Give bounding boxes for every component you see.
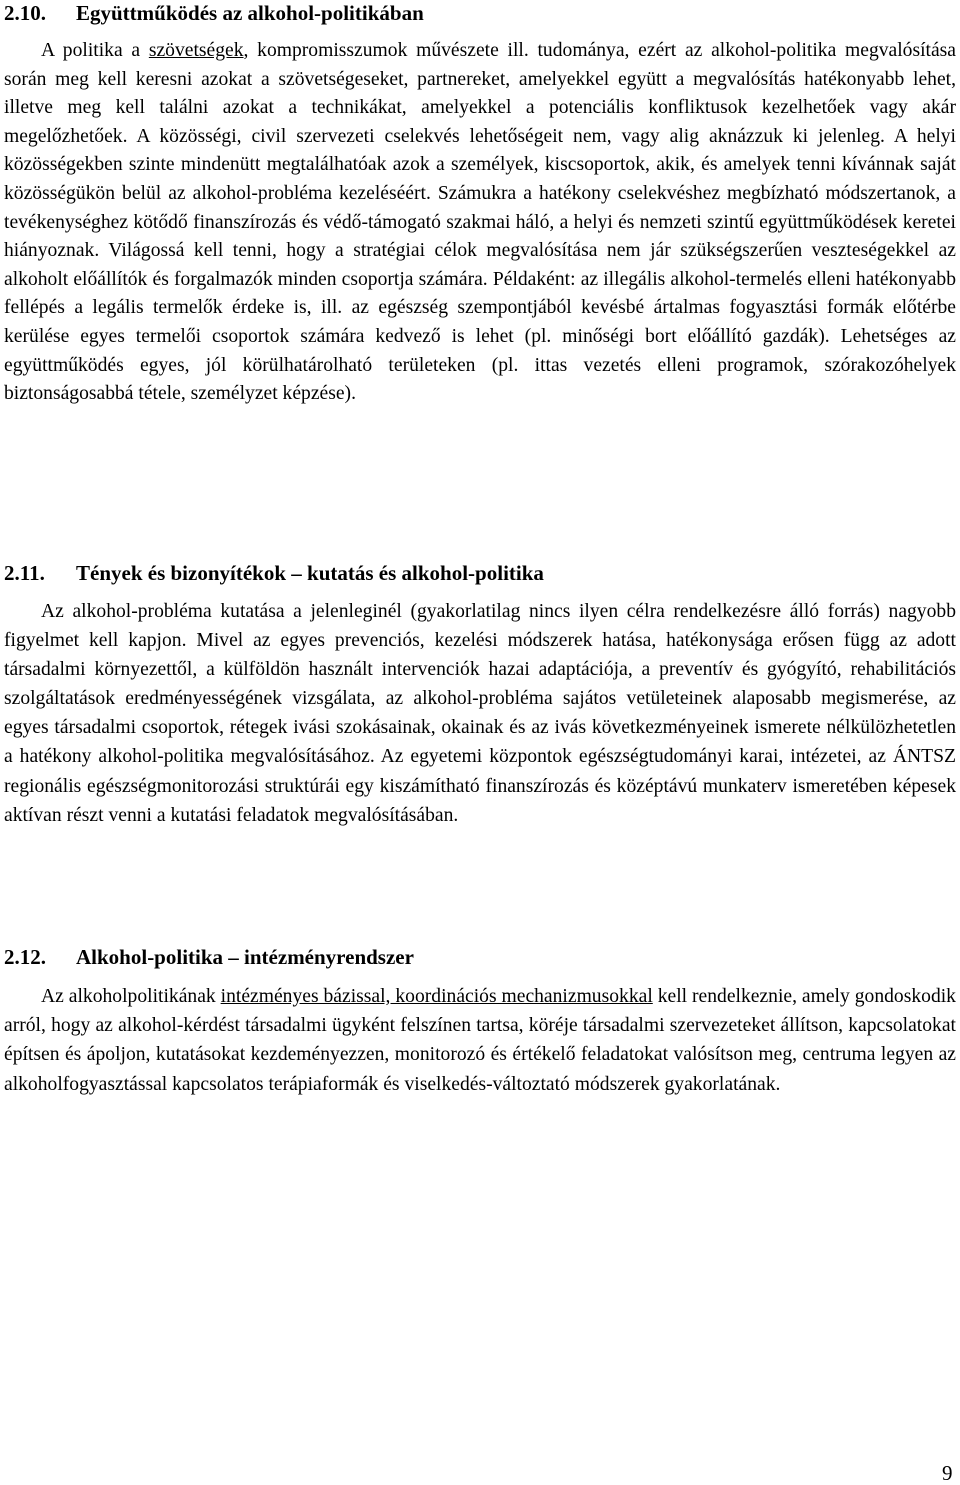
section-number: 2.11. <box>4 561 45 585</box>
paragraph-text: A politika a <box>41 40 149 61</box>
paragraph-text: Az alkohol-probléma kutatása a jelenleginél (gyakorlatilag nincs ilyen célra rendelkezésre álló forrás) nagyobb figyelmet kell kapjon. Mivel az egyes prevenciós, kezelési módszerek hatása, hatékonysága erősen függ az adott társadalmi környezettől, a külföldön használt intervenciók hazai adaptációja, a preventív és gyógyító, rehabilitációs szolgáltatások eredményességének vizsgálata, az alkohol-probléma sajátos vetületeinek alaposabb megismerése, az egyes társadalmi csoportok, rétegek ivási szokásainak, okainak és az ivás következményeinek ismerete nélkülözhetetlen a hatékony alkohol-politika megvalósításához. Az egyetemi központok egészségtudományi karai, intézetei, az ÁNTSZ regionális egészségmonitorozási struktúrái egy kiszámítható finanszírozás és középtávú munkaterv ismeretében képesek aktívan részt venni a kutatási feladatok megvalósításában. <box>4 601 956 826</box>
section-paragraph-2-12 <box>4 982 956 1099</box>
section-heading-2-12 <box>4 944 414 970</box>
section-title: Tények és bizonyítékok – kutatás és alkohol-politika <box>76 561 544 585</box>
section-title: Alkohol-politika – intézményrendszer <box>76 945 414 969</box>
page-number: 9 <box>942 1461 953 1485</box>
section-title: Együttműködés az alkohol-politikában <box>76 1 424 25</box>
section-number: 2.12. <box>4 945 46 969</box>
underlined-term: szövetségek <box>148 40 244 61</box>
paragraph-text: kell rendelkeznie, amely gondoskodik arról, hogy az alkohol-kérdést társadalmi ügyként felszínen tartsa, köréje társadalmi szervezeteket állítson, kapcsolatokat építsen és ápoljon, kutatásokat kezdeményezzen, monitorozó és értékelő feladatokat valósítson meg, centruma legyen az alkoholfogyasztással kapcsolatos terápiaformák és viselkedés-változtató módszerek gyakorlatának. <box>4 986 956 1095</box>
section-paragraph-2-10 <box>4 37 956 409</box>
paragraph-text: Az alkoholpolitikának <box>41 986 221 1007</box>
section-heading-2-10 <box>4 0 424 26</box>
section-heading-2-11 <box>4 560 544 586</box>
section-number: 2.10. <box>4 1 46 25</box>
underlined-term: intézményes bázissal, koordinációs mechanizmusokkal <box>220 986 653 1007</box>
section-paragraph-2-11 <box>4 597 956 830</box>
paragraph-text: , kompromisszumok művészete ill. tudománya, ezért az alkohol-politika megvalósítása során meg kell keresni azokat a szövetségeseket, partnereket, amelyekkel együtt a megvalósítás hatékonyabb lehet, illetve meg kell találni azokat a technikákat, amelyekkel a potenciális konfliktusok kezelhetőek vagy akár megelőzhetőek. A közösségi, civil szervezeti cselekvés lehetőségeit nem, vagy alig aknázzuk ki jelenleg. A helyi közösségekben szinte mindenütt megtalálhatóak azok a személyek, kiscsoportok, akik, és amelyek tenni kívánnak saját közösségükön belül az alkohol-probléma kezeléséért. Számukra a hatékony cselekvéshez megbízható módszertanok, a tevékenységhez kötődő finanszírozás és védő-támogató szakmai háló, a helyi és nemzeti szintű együttműködések keretei hiányoznak. Világossá kell tenni, hogy a stratégiai célok megvalósítása nem jár szükségszerűen veszteségekkel az alkoholt előállítók és forgalmazók minden csoportja számára. Példaként: az illegális alkohol-termelés elleni hatékonyabb fellépés a legális termelők érdeke is, ill. az egészség szempontjából kevésbé ártalmas fogyasztási formák előtérbe kerülése egyes termelői csoportok számára kedvező is lehet (pl. minőségi bort előállító gazdák). Lehetséges az együttműködés egyes, jól körülhatárolható területeken (pl. ittas vezetés elleni programok, szórakozóhelyek biztonságosabbá tétele, személyzet képzése). <box>4 40 957 405</box>
